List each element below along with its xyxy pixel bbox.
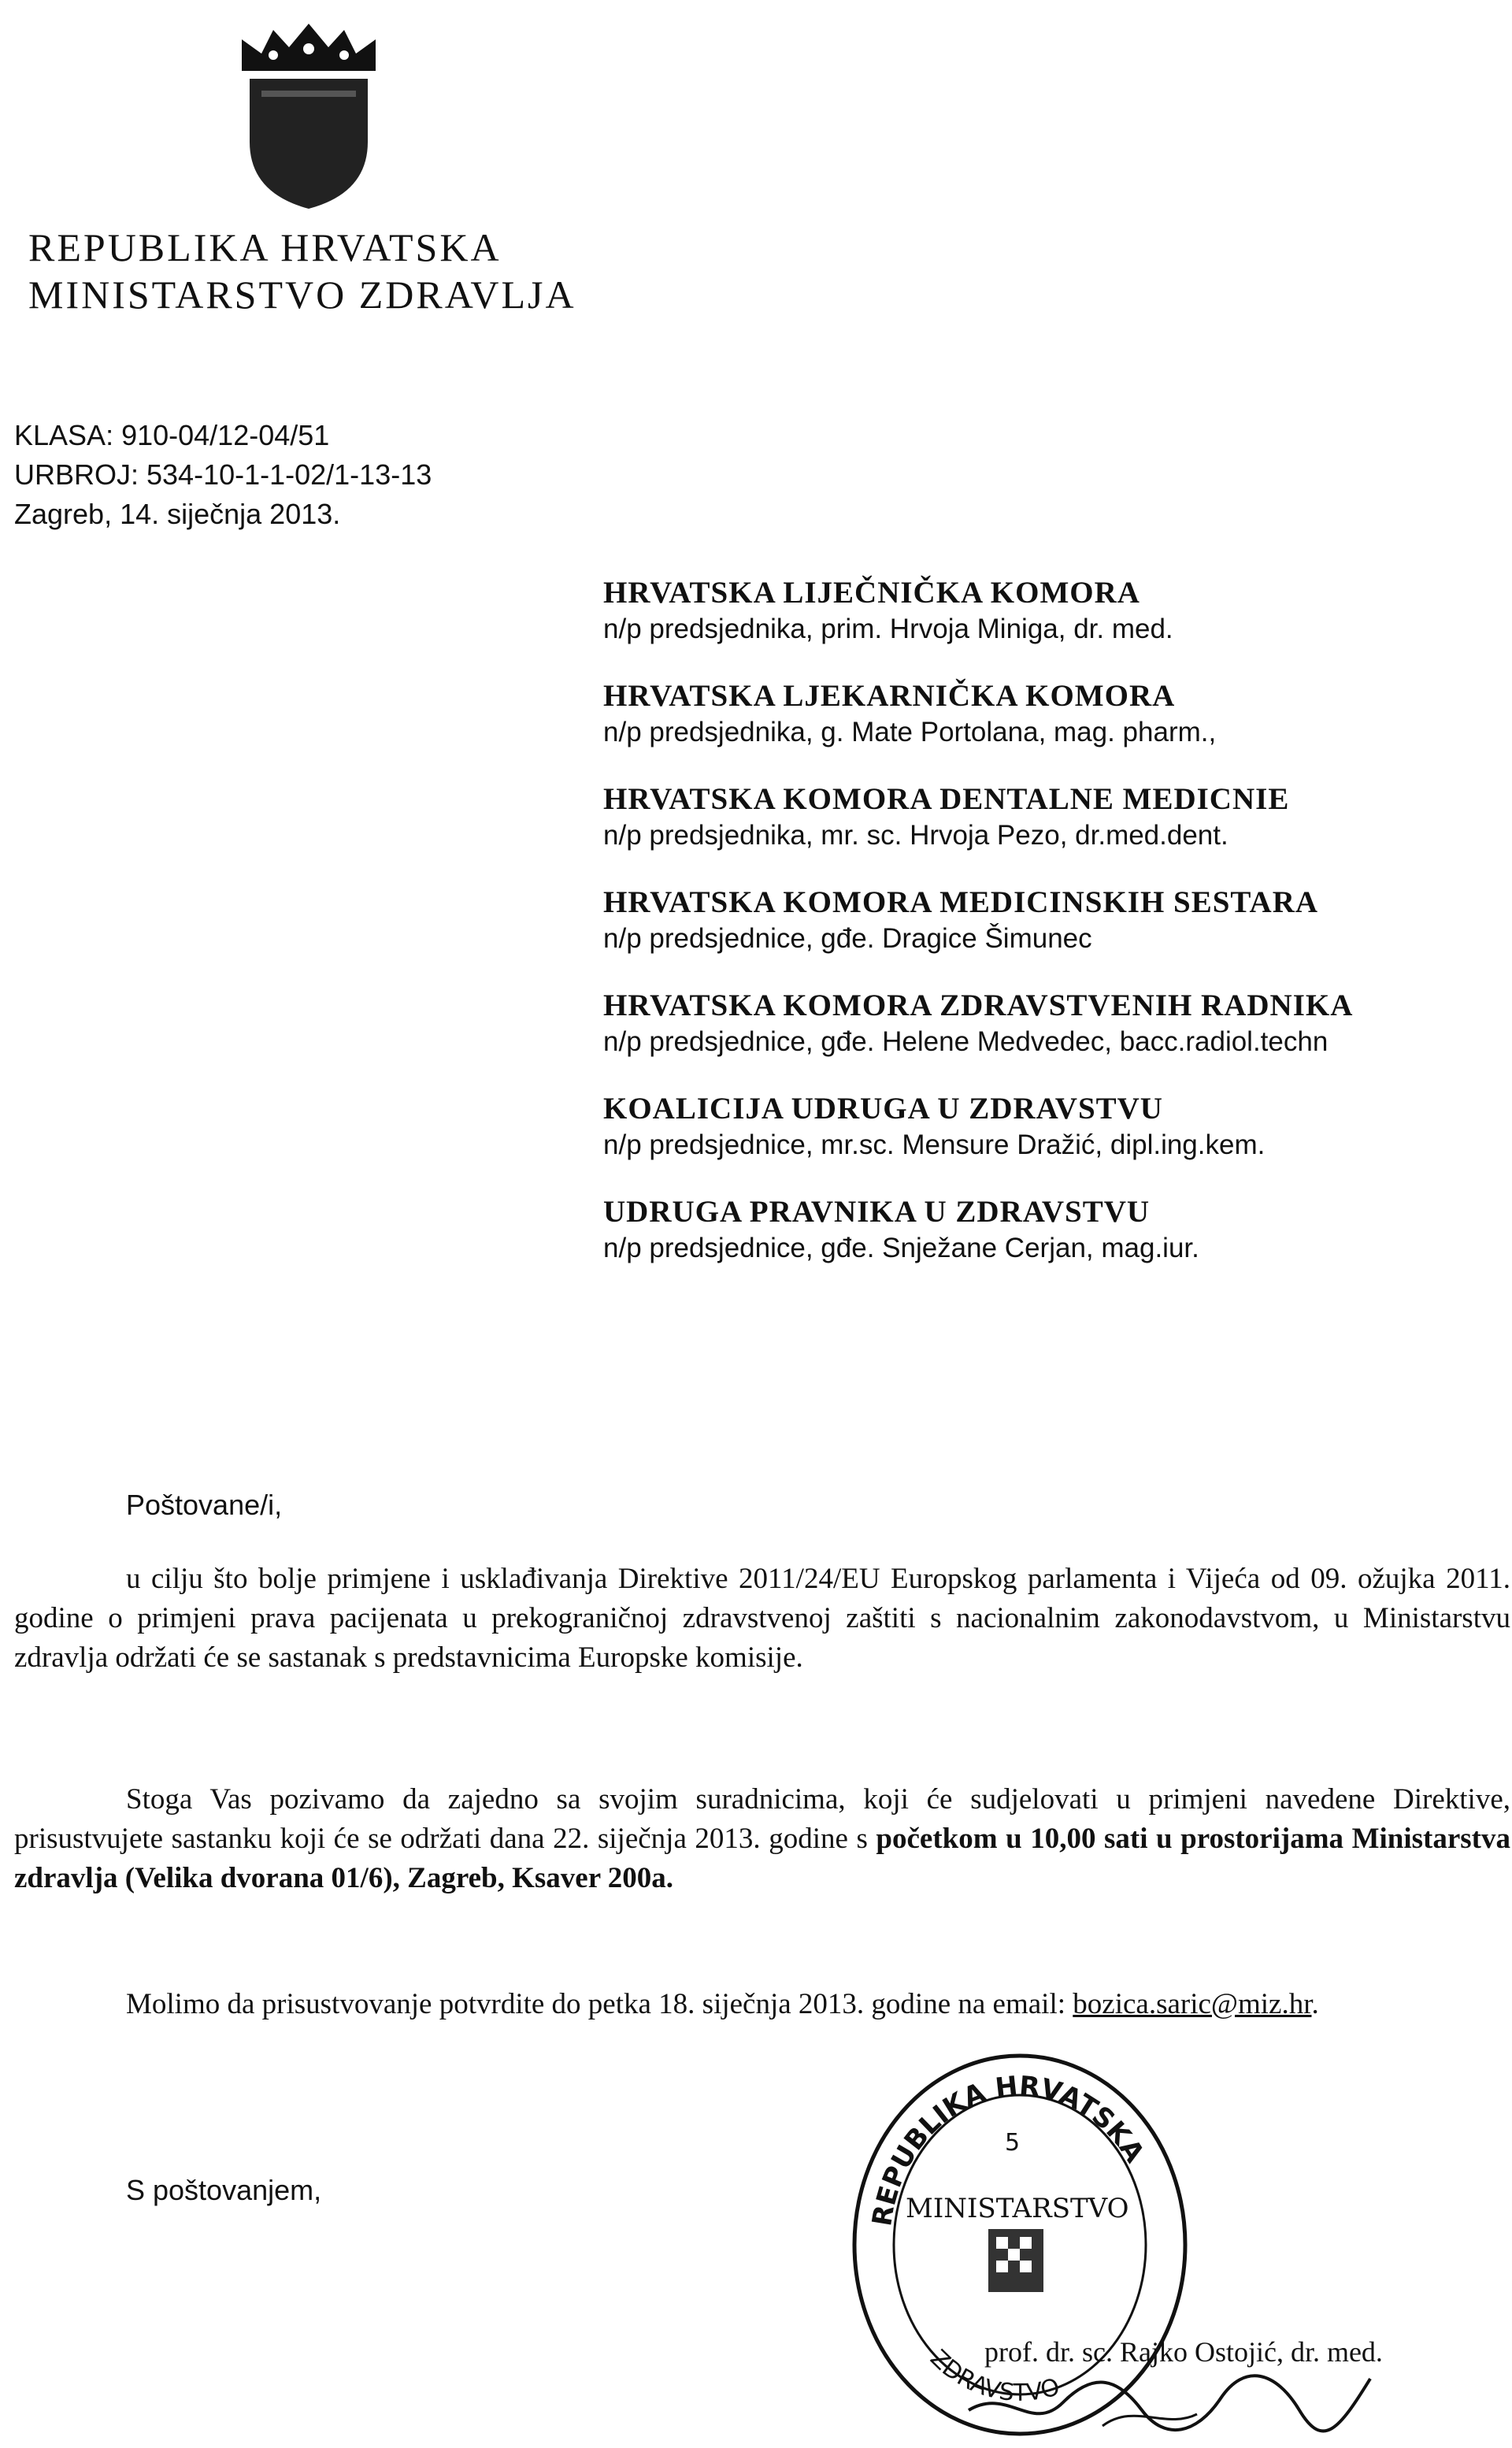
- signer-name: prof. dr. sc. Rajko Ostojić, dr. med.: [984, 2336, 1383, 2368]
- stamp-middle-text: MINISTARSTVO: [906, 2193, 1129, 2224]
- recipient-person: n/p predsjednice, gđe. Dragice Šimunec: [603, 923, 1092, 954]
- stamp-number: 5: [1005, 2129, 1021, 2157]
- recipient: [603, 678, 1353, 748]
- coat-of-arms-icon: [230, 16, 387, 213]
- salutation: Poštovane/i,: [126, 1489, 283, 1521]
- reference-klasa: KLASA: 910-04/12-04/51: [14, 419, 330, 451]
- stamp-bottom-text: ZDRAVSTVO: [925, 2344, 1063, 2407]
- paragraph-confirmation: [14, 1985, 1510, 2024]
- recipient-org: UDRUGA PRAVNIKA U ZDRAVSTVU: [603, 1195, 1151, 1229]
- recipient: [603, 885, 1353, 955]
- recipient-person: n/p predsjednika, g. Mate Portolana, mag. pharm.,: [603, 717, 1217, 747]
- recipient: [603, 575, 1353, 645]
- paragraph-intro: u cilju što bolje primjene i usklađivanja Direktive 2011/24/EU Europskog parlamenta i Vijeća od 09. ožujka 2011. godine o primjeni prava pacijenata u prekograničnoj zdravstvenoj zaštiti s nacionalnim zakonodavstvom, u Ministarstvu zdravlja održati će se sastanak s predstavnicima Europske komisije.: [14, 1563, 1510, 1674]
- recipient-person: n/p predsjednice, gđe. Helene Medvedec, bacc.radiol.techn: [603, 1026, 1329, 1057]
- recipient-org: HRVATSKA KOMORA ZDRAVSTVENIH RADNIKA: [603, 988, 1354, 1022]
- recipient-org: HRVATSKA LJEKARNIČKA KOMORA: [603, 679, 1176, 713]
- recipient-org: KOALICIJA UDRUGA U ZDRAVSTVU: [603, 1092, 1163, 1126]
- stamp-top-text: REPUBLIKA HRVATSKA: [866, 2070, 1151, 2229]
- recipient: [603, 1091, 1353, 1161]
- invitation-text: Stoga Vas pozivamo da zajedno sa svojim suradnicima, koji će sudjelovati u primjeni navedene Direktive, prisustvujete sastanku koji će se održati dana 22. siječnja 2013. godine s: [14, 1783, 1510, 1855]
- reference-place-date: Zagreb, 14. siječnja 2013.: [14, 498, 341, 530]
- recipient-org: HRVATSKA KOMORA DENTALNE MEDICNIE: [603, 782, 1290, 816]
- recipient-org: HRVATSKA LIJEČNIČKA KOMORA: [603, 576, 1140, 610]
- recipient: [603, 1194, 1353, 1264]
- recipient-person: n/p predsjednice, gđe. Snježane Cerjan, mag.iur.: [603, 1233, 1199, 1263]
- confirmation-end: .: [1311, 1988, 1319, 2020]
- closing: S poštovanjem,: [126, 2174, 322, 2206]
- confirmation-text: Molimo da prisustvovanje potvrdite do petka 18. siječnja 2013. godine na email:: [126, 1988, 1073, 2020]
- recipient-person: n/p predsjednika, prim. Hrvoja Miniga, dr. med.: [603, 614, 1173, 644]
- header-ministry: MINISTARSTVO ZDRAVLJA: [28, 273, 576, 317]
- email-link[interactable]: bozica.saric@miz.hr: [1073, 1988, 1312, 2020]
- paragraph-invitation: [14, 1780, 1510, 1898]
- recipient-list: [603, 575, 1353, 1297]
- reference-urbroj: URBROJ: 534-10-1-1-02/1-13-13: [14, 458, 432, 491]
- recipient-person: n/p predsjednice, mr.sc. Mensure Dražić, dipl.ing.kem.: [603, 1129, 1266, 1160]
- recipient: [603, 988, 1353, 1058]
- recipient: [603, 781, 1353, 851]
- signature-icon: [961, 2355, 1386, 2442]
- header-republic: REPUBLIKA HRVATSKA: [28, 225, 502, 269]
- recipient-org: HRVATSKA KOMORA MEDICINSKIH SESTARA: [603, 885, 1319, 919]
- meeting-details: početkom u 10,00 sati u prostorijama Ministarstva zdravlja (Velika dvorana 01/6), Zagreb, Ksaver 200a.: [14, 1823, 1510, 1894]
- recipient-person: n/p predsjednika, mr. sc. Hrvoja Pezo, dr.med.dent.: [603, 820, 1228, 851]
